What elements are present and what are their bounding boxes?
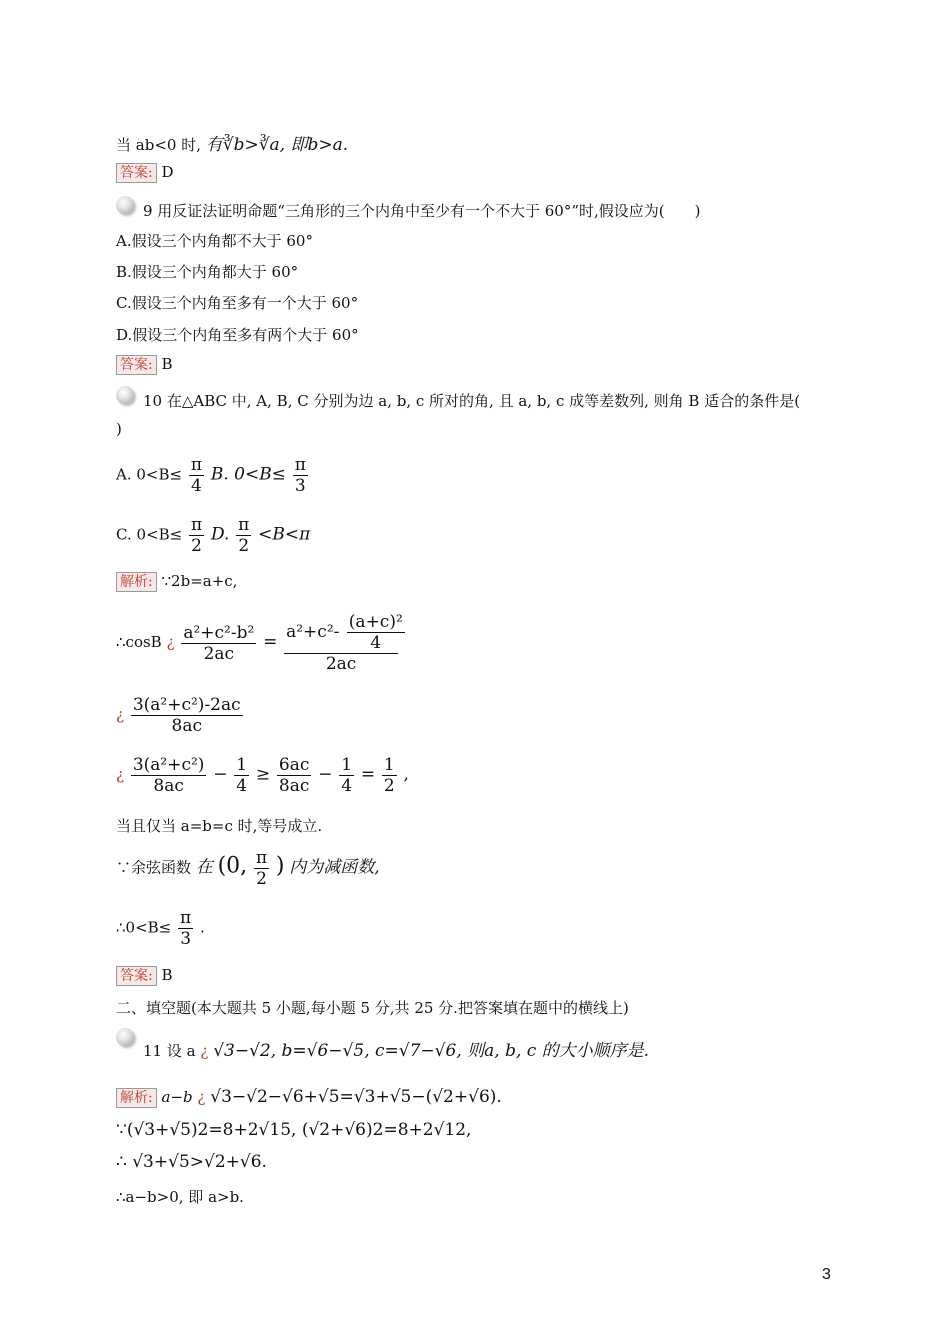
question-9: 9 用反证法证明命题“三角形的三个内角中至少有一个不大于 60°”时,假设应为( ) bbox=[143, 202, 701, 220]
solution-step-3 bbox=[116, 695, 245, 736]
option-10b: B. 0<B≤ bbox=[210, 464, 286, 485]
answer-row-3 bbox=[116, 966, 173, 986]
numerator: 1 bbox=[341, 755, 353, 775]
fraction bbox=[284, 612, 403, 674]
denominator: 2 bbox=[256, 869, 267, 889]
inner-fraction bbox=[347, 612, 405, 653]
numerator-part: a²+c²- bbox=[286, 622, 340, 642]
fraction bbox=[293, 455, 308, 496]
denominator: 4 bbox=[370, 633, 382, 653]
solution-step-1: ∵2b=a+c, bbox=[161, 572, 238, 590]
fraction bbox=[131, 755, 207, 796]
fraction bbox=[339, 755, 354, 796]
solution-step-4 bbox=[116, 755, 409, 796]
denominator: 3 bbox=[180, 929, 192, 949]
numerator: π bbox=[190, 515, 203, 535]
conclusion: ∴0<B≤ bbox=[116, 918, 172, 937]
option-9d: D.假设三个内角至多有两个大于 60° bbox=[116, 326, 359, 344]
denominator: 8ac bbox=[171, 716, 202, 736]
fraction bbox=[189, 515, 204, 556]
fraction bbox=[181, 623, 256, 664]
minus: − bbox=[318, 764, 333, 785]
denominator: 3 bbox=[294, 476, 306, 496]
options-10ab bbox=[116, 455, 310, 496]
numerator: (a+c)² bbox=[348, 612, 403, 632]
numerator: 3(a²+c²) bbox=[132, 755, 205, 775]
answer-value: B bbox=[161, 966, 173, 984]
cube-root-conclusion: 有∛b>∛a, 即b>a. bbox=[205, 135, 349, 155]
denominator: 8ac bbox=[153, 776, 184, 796]
fraction bbox=[277, 755, 311, 796]
solution-step-5: 当且仅当 a=b=c 时,等号成立. bbox=[116, 817, 323, 835]
equals: = bbox=[263, 632, 278, 652]
question-10-close: ) bbox=[116, 420, 122, 438]
denominator: 2ac bbox=[325, 654, 357, 674]
fraction bbox=[236, 515, 251, 556]
solution-11-math: √3−√2−√6+√5=√3+√5−(√2+√6). bbox=[210, 1087, 502, 1107]
answer-row-1 bbox=[116, 163, 174, 183]
denominator: 4 bbox=[341, 776, 353, 796]
option-9a: A.假设三个内角都不大于 60° bbox=[116, 232, 313, 250]
decreasing-text: 内为减函数, bbox=[289, 857, 380, 878]
numerator: a²+c²-b² bbox=[183, 622, 255, 643]
period: . bbox=[200, 918, 205, 937]
fraction bbox=[131, 695, 243, 736]
question-10: 10 在△ABC 中, A, B, C 分别为边 a, b, c 所对的角, 且 a, b, c 成等差数列, 则角 B 适合的条件是( bbox=[143, 392, 801, 410]
option-9c: C.假设三个内角至多有一个大于 60° bbox=[116, 294, 359, 312]
answer-value: D bbox=[161, 163, 174, 181]
section-2-heading: 二、填空题(本大题共 5 小题,每小题 5 分,共 25 分.把答案填在题中的横线上) bbox=[116, 999, 629, 1017]
question-11-text: 11 设 a bbox=[143, 1042, 196, 1060]
unknown-glyph: ¿ bbox=[116, 765, 125, 784]
solution-label: 解析: bbox=[116, 1088, 157, 1108]
denominator: 8ac bbox=[278, 776, 310, 796]
denominator: 4 bbox=[191, 476, 202, 496]
answer-label: 答案: bbox=[116, 966, 157, 986]
solution-start bbox=[116, 572, 237, 592]
solution-label: 解析: bbox=[116, 572, 157, 592]
solution-step-2 bbox=[116, 612, 403, 674]
solution-11-step-3: ∴ √3+√5>√2+√6. bbox=[116, 1152, 267, 1172]
answer-value: B bbox=[161, 355, 173, 373]
denominator: 2 bbox=[238, 536, 250, 556]
solution-step-7 bbox=[116, 908, 205, 949]
question-bullet-icon bbox=[116, 1028, 134, 1046]
solution-11-step-4: ∴a−b>0, 即 a>b. bbox=[116, 1188, 244, 1206]
greater-equal: ≥ bbox=[255, 764, 271, 785]
interval-open: (0, bbox=[217, 853, 248, 879]
option-10a: A. 0<B≤ bbox=[116, 465, 183, 484]
answer-label: 答案: bbox=[116, 163, 157, 183]
numerator: π bbox=[190, 455, 203, 475]
numerator: 3(a²+c²)-2ac bbox=[132, 695, 241, 715]
minus: − bbox=[213, 764, 228, 785]
numerator: π bbox=[255, 848, 268, 868]
option-10c: C. 0<B≤ bbox=[116, 525, 183, 544]
numerator: 1 bbox=[383, 755, 395, 775]
question-bullet-icon bbox=[116, 196, 134, 214]
fraction bbox=[178, 908, 193, 949]
answer-label: 答案: bbox=[116, 355, 157, 375]
equals: = bbox=[360, 764, 376, 785]
text-line bbox=[116, 130, 348, 155]
unknown-glyph: ¿ bbox=[116, 705, 125, 724]
numerator: π bbox=[294, 455, 306, 475]
fraction bbox=[189, 455, 204, 496]
solution-11-step-1 bbox=[116, 1087, 502, 1108]
cos-b: ∴cosB bbox=[116, 633, 162, 651]
numerator: π bbox=[238, 515, 250, 535]
page-number: 3 bbox=[822, 1266, 831, 1283]
unknown-glyph: ¿ bbox=[200, 1042, 209, 1060]
numerator bbox=[284, 612, 403, 654]
text-in: 在 bbox=[195, 857, 213, 878]
comma: , bbox=[403, 764, 409, 785]
question-11-math: √3−√2, b=√6−√5, c=√7−√6, 则a, b, c 的大小顺序是. bbox=[213, 1041, 650, 1061]
denominator: 2 bbox=[383, 776, 395, 796]
denominator: 4 bbox=[236, 776, 248, 796]
unknown-glyph: ¿ bbox=[197, 1088, 206, 1106]
numerator: 1 bbox=[236, 755, 248, 775]
option-10d-tail: <B<π bbox=[258, 524, 311, 545]
unknown-glyph: ¿ bbox=[166, 633, 175, 651]
fraction bbox=[254, 848, 269, 889]
fraction bbox=[382, 755, 397, 796]
denominator: 2ac bbox=[203, 643, 235, 664]
a-minus-b: a−b bbox=[161, 1088, 193, 1106]
options-10cd bbox=[116, 515, 310, 556]
question-11 bbox=[143, 1036, 649, 1061]
fraction bbox=[234, 755, 249, 796]
interval-close: ) bbox=[275, 853, 285, 879]
option-10d: D. bbox=[210, 524, 230, 545]
solution-step-6 bbox=[116, 848, 380, 889]
numerator: 6ac bbox=[278, 755, 310, 775]
answer-row-2 bbox=[116, 355, 173, 375]
ab-negative-case: 当 ab<0 时, bbox=[116, 136, 201, 154]
numerator: π bbox=[180, 908, 192, 928]
option-9b: B.假设三个内角都大于 60° bbox=[116, 263, 299, 281]
denominator: 2 bbox=[191, 536, 202, 556]
cosine-text: ∵余弦函数 bbox=[116, 858, 192, 877]
question-bullet-icon bbox=[116, 386, 134, 404]
solution-11-step-2: ∵(√3+√5)2=8+2√15, (√2+√6)2=8+2√12, bbox=[116, 1120, 472, 1140]
